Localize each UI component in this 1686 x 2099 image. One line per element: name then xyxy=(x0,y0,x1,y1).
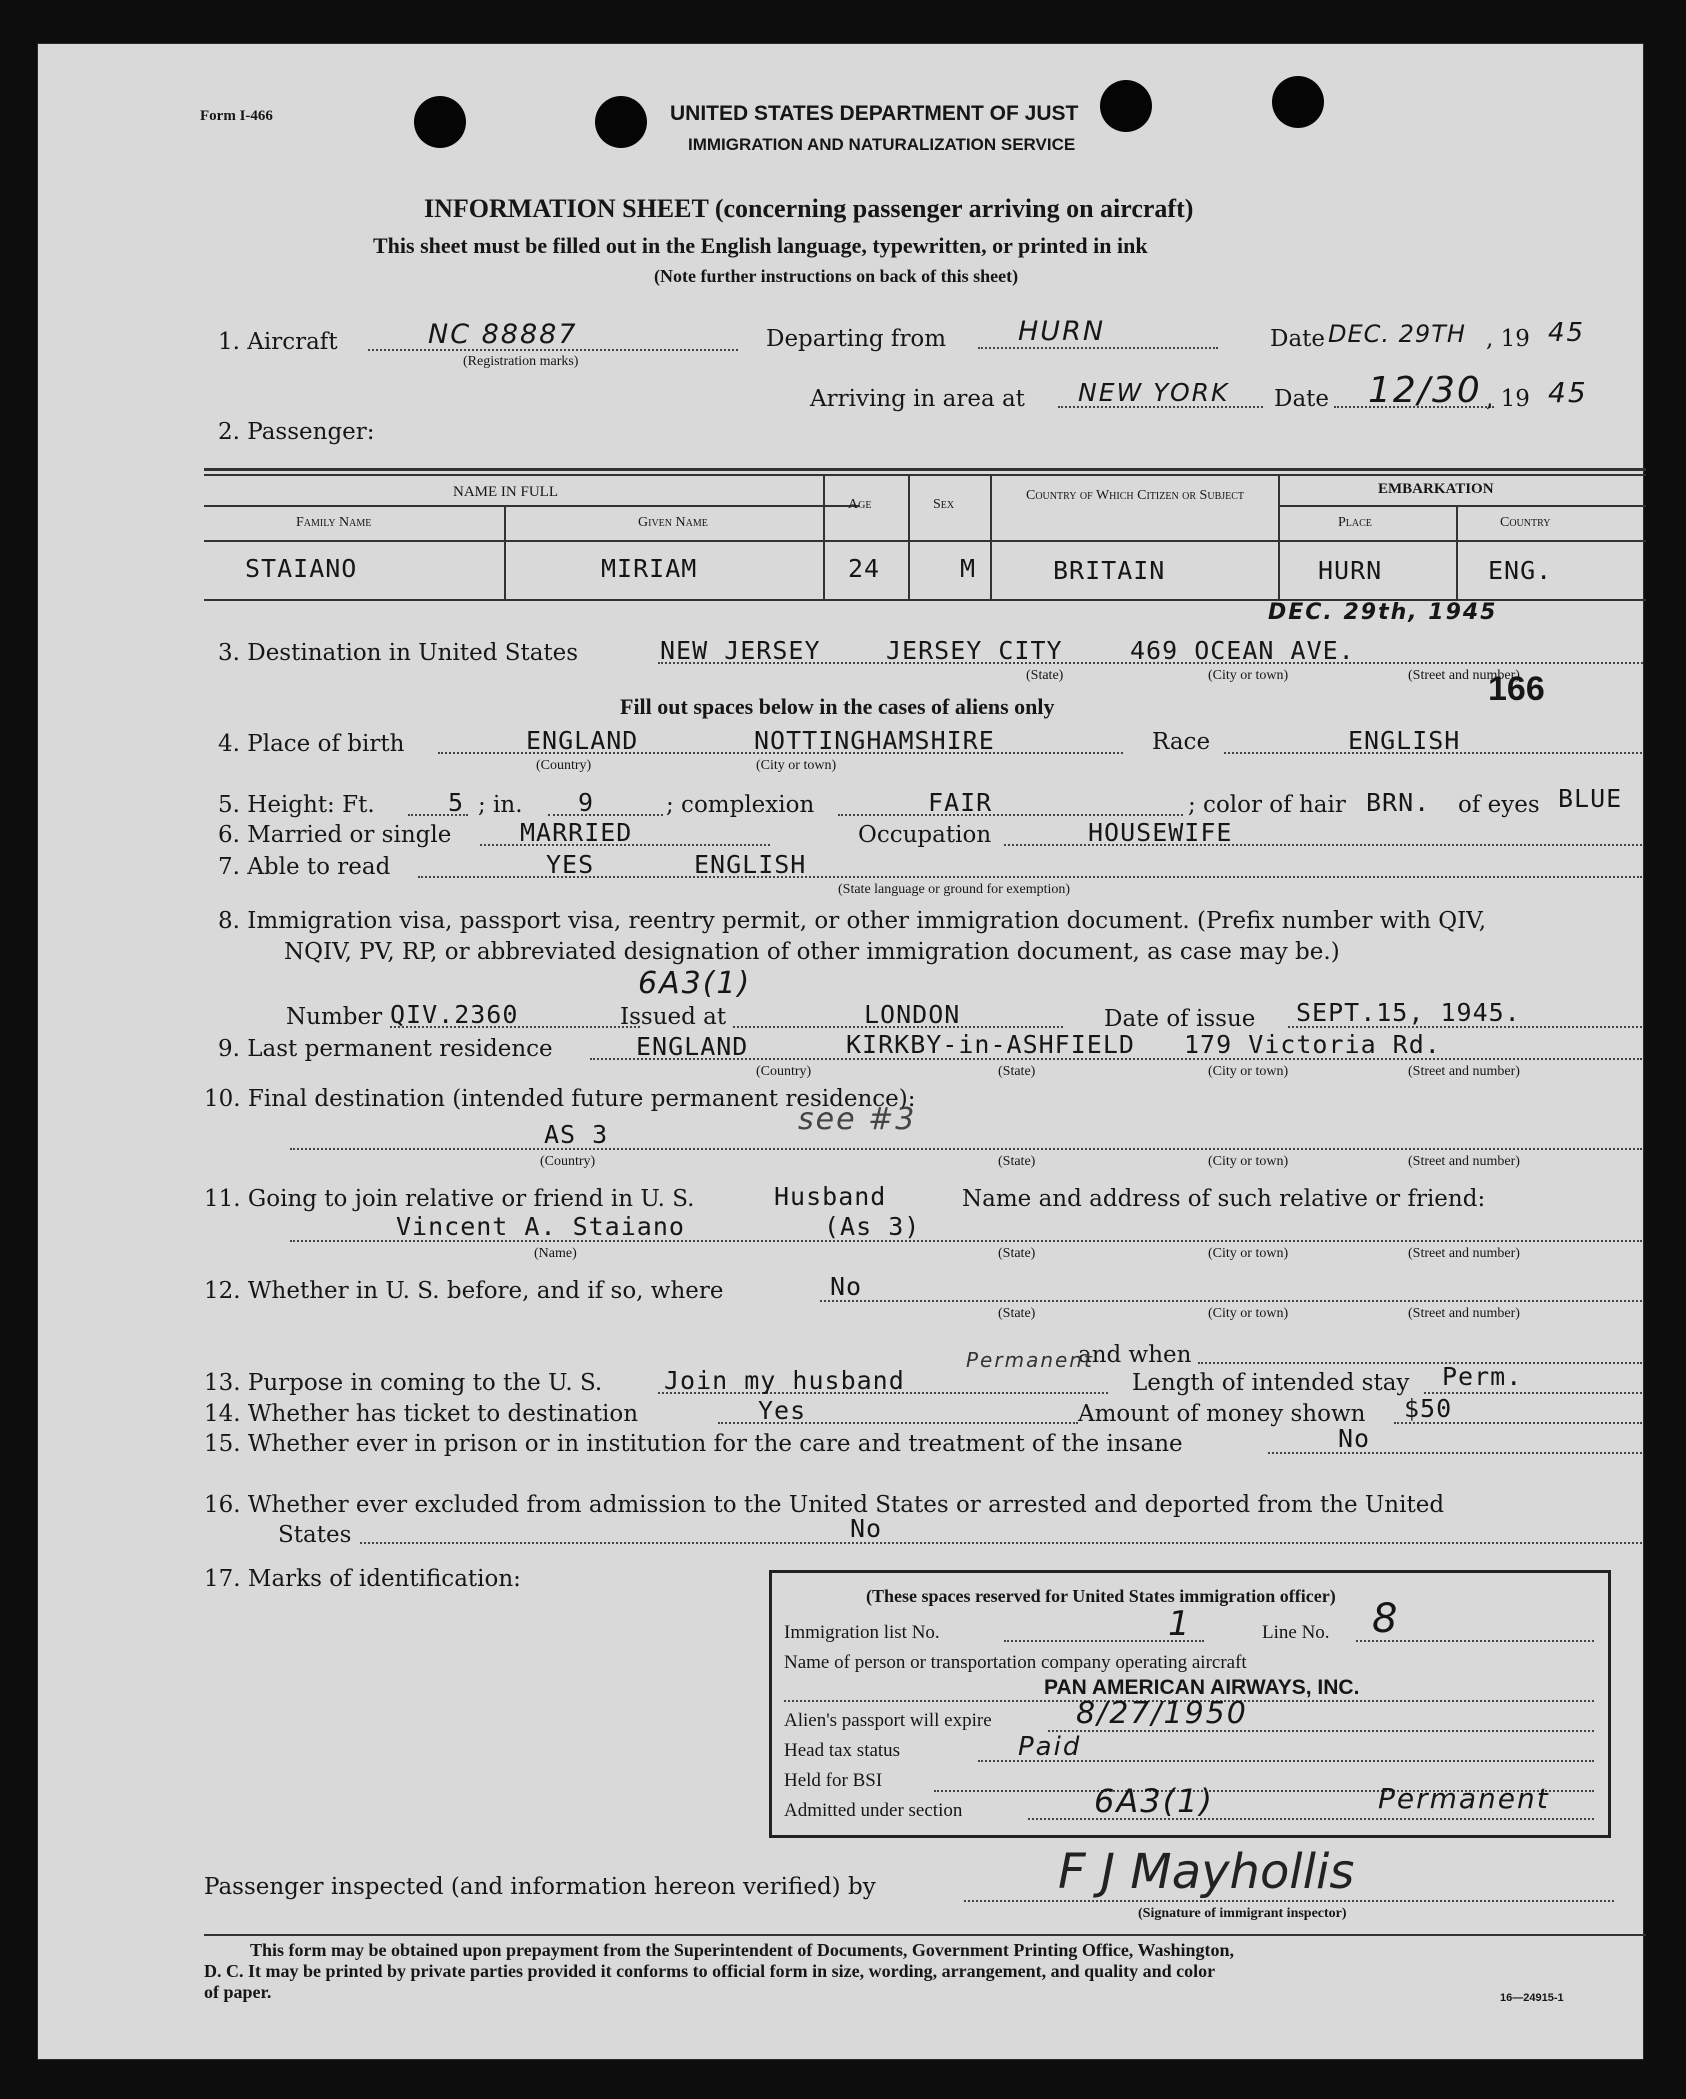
complexion-label: ; complexion xyxy=(666,792,815,818)
purpose-label: 13. Purpose in coming to the U. S. xyxy=(204,1370,603,1396)
occupation-value[interactable]: HOUSEWIFE xyxy=(1088,818,1233,847)
punch-hole xyxy=(595,96,647,148)
cap-fd-state: (State) xyxy=(998,1154,1036,1169)
inspected-label: Passenger inspected (and information hereon verified) by xyxy=(204,1874,876,1900)
aliens-note: Fill out spaces below in the cases of aliens only xyxy=(620,694,1055,719)
eyes-value[interactable]: BLUE xyxy=(1558,784,1623,813)
inspector-signature: F J Mayhollis xyxy=(1058,1844,1355,1900)
cap-res-street: (Street and number) xyxy=(1408,1064,1520,1079)
excluded-label-2: States xyxy=(278,1522,352,1548)
final-dest-label: 10. Final destination (intended future permanent residence): xyxy=(204,1086,916,1112)
form-sheet xyxy=(38,44,1643,2059)
passport-value[interactable]: 8/27/1950 xyxy=(1076,1696,1248,1731)
visa-label-2: NQIV, PV, RP, or abbreviated designation of other immigration document, as case may be.) xyxy=(284,939,1340,965)
money-value[interactable]: $50 xyxy=(1404,1394,1453,1423)
table-rule xyxy=(908,474,910,599)
company-value[interactable]: PAN AMERICAN AIRWAYS, INC. xyxy=(1044,1676,1360,1699)
cap-street: (Street and number) xyxy=(1408,668,1520,683)
form-number: Form I-466 xyxy=(200,108,273,124)
birth-country[interactable]: ENGLAND xyxy=(526,726,639,755)
join-label: 11. Going to join relative or friend in U. S. xyxy=(204,1186,695,1212)
admitted-label: Admitted under section xyxy=(784,1800,963,1821)
cap-before-city: (City or town) xyxy=(1208,1306,1289,1321)
married-value[interactable]: MARRIED xyxy=(520,818,633,847)
destination-state[interactable]: NEW JERSEY xyxy=(660,636,821,665)
cell-citizen[interactable]: BRITAIN xyxy=(1053,556,1166,585)
passport-label: Alien's passport will expire xyxy=(784,1710,992,1731)
issued-value[interactable]: LONDON xyxy=(864,1000,961,1029)
footer-text-2: D. C. It may be printed by private parties provided it conforms to official form in size, wording, arrangement, and quality and color xyxy=(204,1961,1216,1981)
cap-join-name: (Name) xyxy=(534,1246,577,1261)
race-value[interactable]: ENGLISH xyxy=(1348,726,1461,755)
note-line: (Note further instructions on back of this sheet) xyxy=(654,266,1019,286)
date2-label: Date xyxy=(1274,386,1330,412)
prison-label: 15. Whether ever in prison or in institution for the care and treatment of the insane xyxy=(204,1431,1183,1457)
arriving-value[interactable]: NEW YORK xyxy=(1078,378,1230,407)
punch-hole xyxy=(1272,76,1324,128)
cap-before-state: (State) xyxy=(998,1306,1036,1321)
money-label: Amount of money shown xyxy=(1078,1401,1366,1427)
residence-street[interactable]: 179 Victoria Rd. xyxy=(1184,1030,1441,1059)
list-label: Immigration list No. xyxy=(784,1622,940,1643)
purpose-handwritten: Permanent xyxy=(966,1348,1094,1372)
residence-country[interactable]: ENGLAND xyxy=(636,1032,749,1061)
col-embarkation: EMBARKATION xyxy=(1378,481,1494,497)
issued-label: Issued at xyxy=(620,1004,727,1030)
excluded-value[interactable]: No xyxy=(850,1514,883,1543)
join-as3[interactable]: (As 3) xyxy=(824,1212,921,1241)
hair-label: ; color of hair xyxy=(1188,792,1346,818)
date-value[interactable]: DEC. 29TH xyxy=(1328,320,1466,348)
table-rule xyxy=(823,474,825,599)
cap-birth-country: (Country) xyxy=(536,758,592,773)
table-rule xyxy=(1278,505,1646,507)
date2-year[interactable]: 45 xyxy=(1548,376,1588,409)
departing-value[interactable]: HURN xyxy=(1018,316,1106,347)
cell-sex[interactable]: M xyxy=(960,554,977,583)
ticket-label: 14. Whether has ticket to destination xyxy=(204,1401,639,1427)
footer-code: 16—24915-1 xyxy=(1500,1992,1564,2004)
final-dest-value[interactable]: AS 3 xyxy=(544,1120,609,1149)
passenger-label: 2. Passenger: xyxy=(218,419,375,445)
col-sex: Sex xyxy=(933,497,955,512)
headtax-value[interactable]: Paid xyxy=(1018,1732,1082,1762)
length-line xyxy=(1424,1392,1642,1394)
cap-fd-country: (Country) xyxy=(540,1154,596,1169)
date-annotation: DEC. 29th, 1945 xyxy=(1268,600,1498,625)
aircraft-value[interactable]: NC 88887 xyxy=(428,319,578,350)
cap-res-country: (Country) xyxy=(756,1064,812,1079)
marks-label: 17. Marks of identification: xyxy=(204,1566,521,1592)
read-caption: (State language or ground for exemption) xyxy=(838,882,1071,897)
col-name-in-full: NAME IN FULL xyxy=(453,484,558,500)
line-label: Line No. xyxy=(1262,1622,1330,1643)
final-dest-line xyxy=(290,1148,1642,1150)
and-when-label: and when xyxy=(1078,1342,1192,1368)
punch-hole xyxy=(414,96,466,148)
height-ft[interactable]: 5 xyxy=(448,788,465,817)
before-line xyxy=(820,1300,1642,1302)
visa-number[interactable]: QIV.2360 xyxy=(390,1000,519,1029)
table-rule xyxy=(204,474,1646,476)
before-value[interactable]: No xyxy=(830,1272,863,1301)
date-year-prefix: , 19 xyxy=(1486,326,1530,352)
cap-res-state: (State) xyxy=(998,1064,1036,1079)
name-addr-label: Name and address of such relative or friend: xyxy=(962,1186,1486,1212)
department-title: UNITED STATES DEPARTMENT OF JUST xyxy=(670,102,1079,125)
join-relation[interactable]: Husband xyxy=(774,1182,887,1211)
date2-year-prefix: , 19 xyxy=(1486,386,1530,412)
departing-label: Departing from xyxy=(766,326,947,352)
cap-join-street: (Street and number) xyxy=(1408,1246,1520,1261)
page-title: INFORMATION SHEET (concerning passenger arriving on aircraft) xyxy=(424,194,1194,223)
destination-city[interactable]: JERSEY CITY xyxy=(886,636,1063,665)
table-rule xyxy=(990,474,992,599)
col-given-name: Given Name xyxy=(638,515,708,530)
reg-caption: (Registration marks) xyxy=(463,354,579,369)
admitted-value[interactable]: 6A3(1) xyxy=(1094,1782,1214,1820)
col-family-name: Family Name xyxy=(296,515,372,530)
residence-state[interactable]: KIRKBY-in-ASHFIELD xyxy=(846,1030,1135,1059)
stamp-number: 166 xyxy=(1488,670,1545,708)
destination-label: 3. Destination in United States xyxy=(218,640,579,666)
race-label: Race xyxy=(1152,729,1211,755)
length-label: Length of intended stay xyxy=(1132,1370,1410,1396)
occupation-label: Occupation xyxy=(858,822,992,848)
table-rule xyxy=(1456,505,1458,599)
ticket-value[interactable]: Yes xyxy=(758,1396,807,1425)
departing-line xyxy=(978,347,1218,349)
company-label: Name of person or transportation company operating aircraft xyxy=(784,1652,1247,1673)
aircraft-label: 1. Aircraft xyxy=(218,329,338,355)
join-name[interactable]: Vincent A. Staiano xyxy=(396,1212,685,1241)
list-value[interactable]: 1 xyxy=(1168,1604,1192,1644)
admitted-note: Permanent xyxy=(1378,1782,1550,1815)
col-emb-country: Country xyxy=(1500,515,1551,530)
service-title: IMMIGRATION AND NATURALIZATION SERVICE xyxy=(688,135,1076,154)
read-label: 7. Able to read xyxy=(218,854,391,880)
table-rule xyxy=(204,540,1646,542)
read-language[interactable]: ENGLISH xyxy=(694,850,807,879)
number-label: Number xyxy=(286,1004,383,1030)
in-line xyxy=(548,814,663,816)
cell-age[interactable]: 24 xyxy=(848,554,881,583)
table-rule xyxy=(204,468,1646,471)
table-rule xyxy=(204,505,859,507)
footer-rule xyxy=(204,1934,1646,1936)
read-line xyxy=(418,876,1642,878)
cell-family-name[interactable]: STAIANO xyxy=(245,554,358,583)
visa-label: 8. Immigration visa, passport visa, reentry permit, or other immigration document. (Prefix number with QIV, xyxy=(218,908,1487,934)
read-value[interactable]: YES xyxy=(546,850,595,879)
purpose-value[interactable]: Join my husband xyxy=(664,1366,905,1395)
cell-given-name[interactable]: MIRIAM xyxy=(601,554,698,583)
date2-value[interactable]: 12/30 xyxy=(1368,370,1482,411)
excluded-label: 16. Whether ever excluded from admission to the United States or arrested and deported from the United xyxy=(204,1492,1445,1518)
complexion-value[interactable]: FAIR xyxy=(928,788,993,817)
cap-join-state: (State) xyxy=(998,1246,1036,1261)
height-in[interactable]: 9 xyxy=(578,788,595,817)
cap-before-street: (Street and number) xyxy=(1408,1306,1520,1321)
residence-label: 9. Last permanent residence xyxy=(218,1036,553,1062)
married-label: 6. Married or single xyxy=(218,822,452,848)
height-label: 5. Height: Ft. xyxy=(218,792,375,818)
prison-line xyxy=(1268,1452,1642,1454)
hair-value[interactable]: BRN. xyxy=(1366,788,1431,817)
and-when-line xyxy=(1198,1362,1642,1364)
excluded-line xyxy=(360,1542,1642,1544)
cap-fd-city: (City or town) xyxy=(1208,1154,1289,1169)
table-rule xyxy=(1278,474,1280,599)
in-label: ; in. xyxy=(478,792,523,818)
cap-city: (City or town) xyxy=(1208,668,1289,683)
doi-label: Date of issue xyxy=(1104,1006,1256,1032)
footer-text-1: This form may be obtained upon prepayment from the Superintendent of Documents, Government Printing Office, Washington, xyxy=(250,1940,1235,1960)
col-age: Age xyxy=(848,497,872,512)
cap-state: (State) xyxy=(1026,668,1064,683)
birth-city[interactable]: NOTTINGHAMSHIRE xyxy=(754,726,995,755)
cap-join-city: (City or town) xyxy=(1208,1246,1289,1261)
line-value[interactable]: 8 xyxy=(1372,1596,1400,1642)
cap-birth-city: (City or town) xyxy=(756,758,837,773)
eyes-label: of eyes xyxy=(1458,792,1540,818)
arriving-label: Arriving in area at xyxy=(810,386,1025,412)
date-year[interactable]: 45 xyxy=(1548,318,1586,348)
cap-fd-street: (Street and number) xyxy=(1408,1154,1520,1169)
birth-label: 4. Place of birth xyxy=(218,731,405,757)
instruction-line: This sheet must be filled out in the English language, typewritten, or printed in ink xyxy=(373,233,1148,258)
prison-value[interactable]: No xyxy=(1338,1424,1371,1453)
table-rule xyxy=(504,505,506,599)
bsi-label: Held for BSI xyxy=(784,1770,883,1791)
col-place: Place xyxy=(1338,515,1372,530)
doi-value[interactable]: SEPT.15, 1945. xyxy=(1296,998,1521,1027)
complexion-line xyxy=(838,814,1183,816)
officer-box-title: (These spaces reserved for United States immigration officer) xyxy=(866,1586,1336,1606)
footer-text-3: of paper. xyxy=(204,1982,272,2002)
signature-line xyxy=(964,1900,1614,1902)
destination-street[interactable]: 469 OCEAN AVE. xyxy=(1130,636,1355,665)
cell-country[interactable]: ENG. xyxy=(1488,556,1553,585)
col-citizen: Country of Which Citizen or Subject xyxy=(1025,488,1245,503)
visa-handwritten: 6A3(1) xyxy=(638,966,752,1001)
before-label: 12. Whether in U. S. before, and if so, where xyxy=(204,1278,724,1304)
cell-place[interactable]: HURN xyxy=(1318,556,1383,585)
punch-hole xyxy=(1100,80,1152,132)
date-label: Date xyxy=(1270,326,1326,352)
signature-caption: (Signature of immigrant inspector) xyxy=(1138,1906,1347,1921)
headtax-label: Head tax status xyxy=(784,1740,901,1761)
cap-res-city: (City or town) xyxy=(1208,1064,1289,1079)
length-value[interactable]: Perm. xyxy=(1442,1362,1523,1391)
final-dest-handwritten: see #3 xyxy=(798,1102,917,1137)
